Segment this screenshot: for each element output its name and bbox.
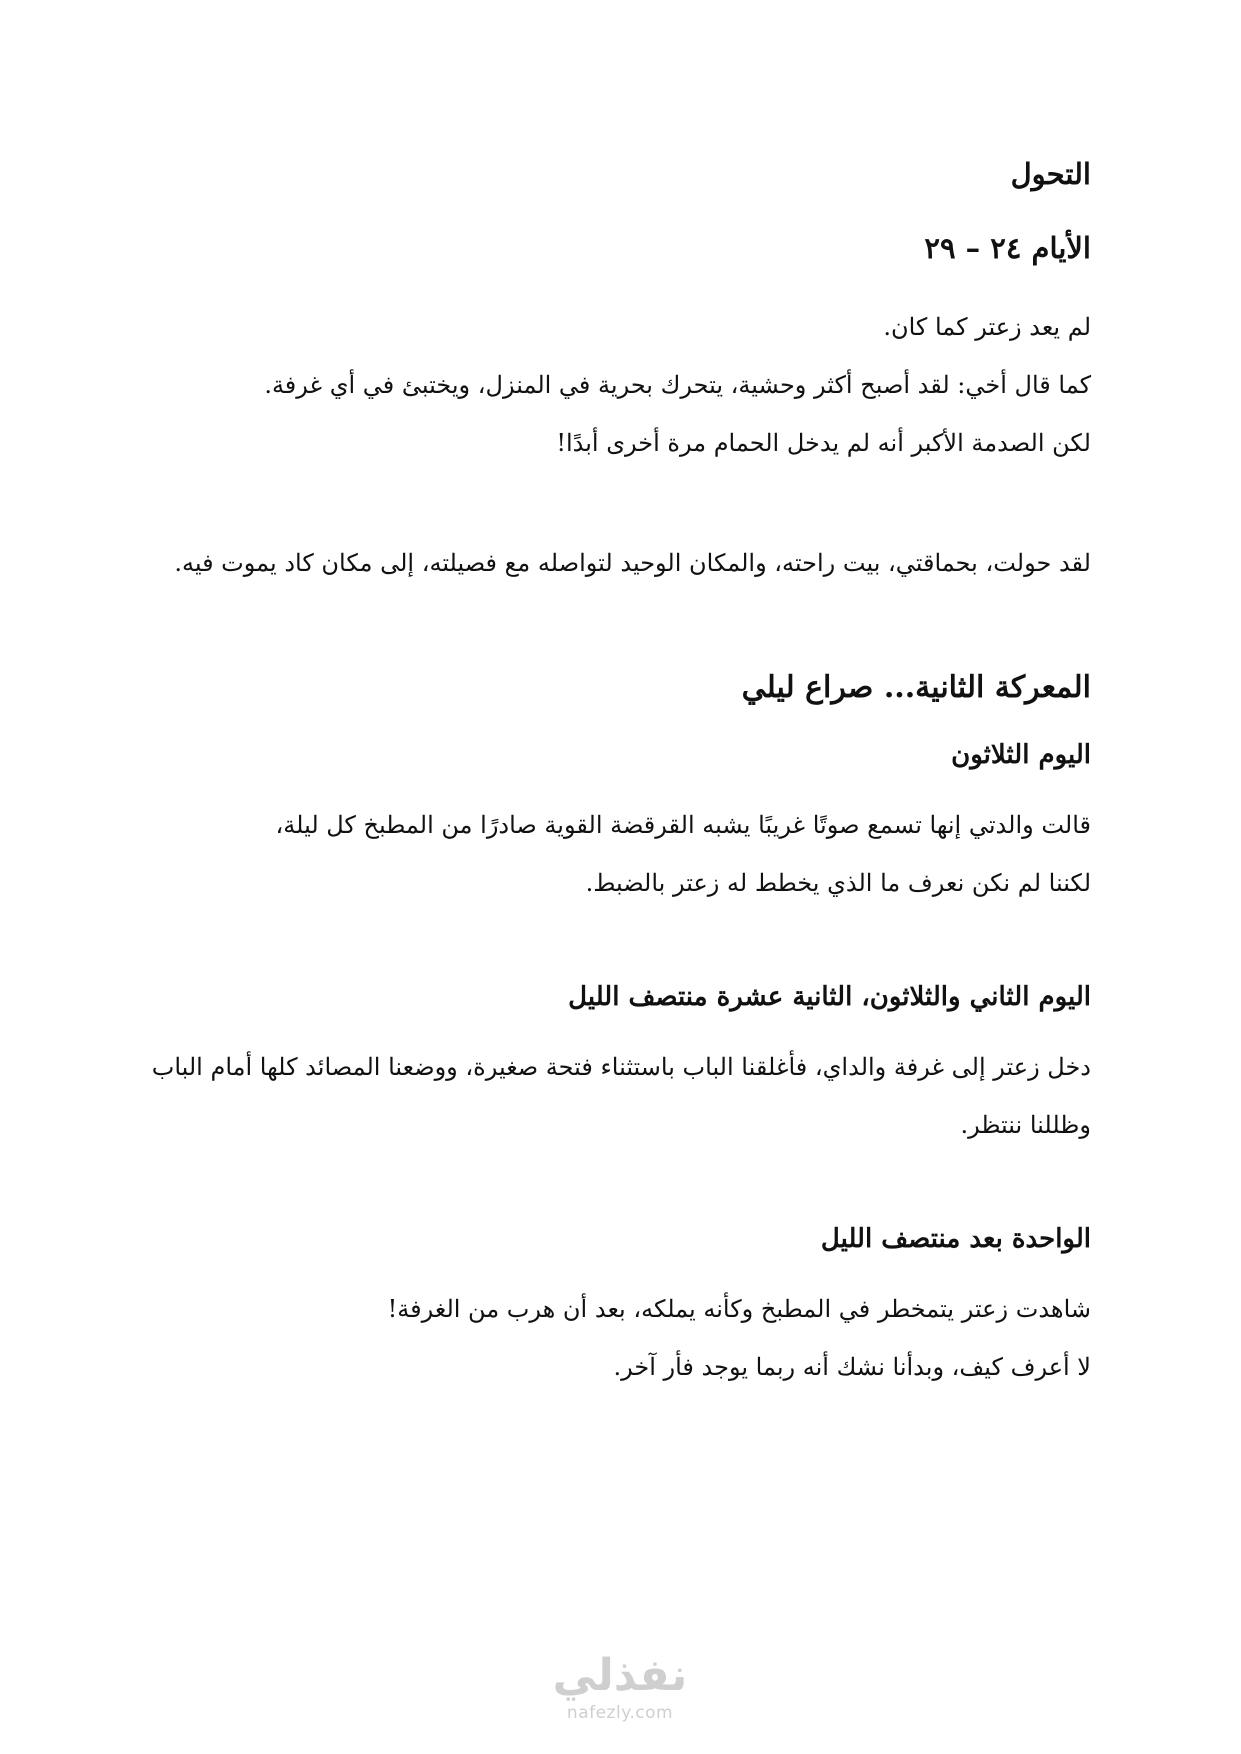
paragraph-line: وظللنا ننتظر. — [960, 1111, 1091, 1139]
section-title-second-battle: المعركة الثانية... صراع ليلي — [741, 670, 1091, 705]
day30-heading: اليوم الثلاثون — [951, 740, 1091, 770]
watermark-logo: نفذلي — [552, 1650, 688, 1701]
paragraph-line: لكننا لم نكن نعرف ما الذي يخطط له زعتر بالضبط. — [585, 869, 1091, 897]
day32-heading: اليوم الثاني والثلاثون، الثانية عشرة منتصف الليل — [568, 982, 1091, 1012]
paragraph-line: شاهدت زعتر يتمخطر في المطبخ وكأنه يملكه، بعد أن هرب من الغرفة! — [387, 1295, 1091, 1323]
spacer — [151, 472, 1091, 534]
page-content — [151, 150, 1091, 1396]
one-am-heading: الواحدة بعد منتصف الليل — [820, 1224, 1091, 1254]
closing-paragraph: لقد حولت، بحماقتي، بيت راحته، والمكان الوحيد لتواصله مع فصيلته، إلى مكان كاد يموت فيه. — [174, 549, 1091, 577]
spacer — [151, 912, 1091, 974]
paragraph-line: لم يعد زعتر كما كان. — [883, 313, 1091, 341]
watermark — [545, 1650, 695, 1750]
spacer — [151, 592, 1091, 662]
paragraph-line: كما قال أخي: لقد أصبح أكثر وحشية، يتحرك بحرية في المنزل، ويختبئ في أي غرفة. — [264, 371, 1091, 399]
watermark-url: nafezly.com — [566, 1703, 674, 1723]
paragraph-line: قالت والدتي إنها تسمع صوتًا غريبًا يشبه القرقضة القوية صادرًا من المطبخ كل ليلة، — [275, 811, 1091, 839]
paragraph-line: لا أعرف كيف، وبدأنا نشك أنه ربما يوجد فأر آخر. — [613, 1353, 1091, 1381]
paragraph-line: لكن الصدمة الأكبر أنه لم يدخل الحمام مرة أخرى أبدًا! — [556, 429, 1091, 457]
days-heading: الأيام ٢٤ – ٢٩ — [924, 231, 1091, 265]
section-title-transformation: التحول — [1010, 157, 1091, 191]
spacer — [151, 1154, 1091, 1216]
paragraph-line: دخل زعتر إلى غرفة والداي، فأغلقنا الباب باستثناء فتحة صغيرة، ووضعنا المصائد كلها أمام الباب — [151, 1053, 1091, 1081]
